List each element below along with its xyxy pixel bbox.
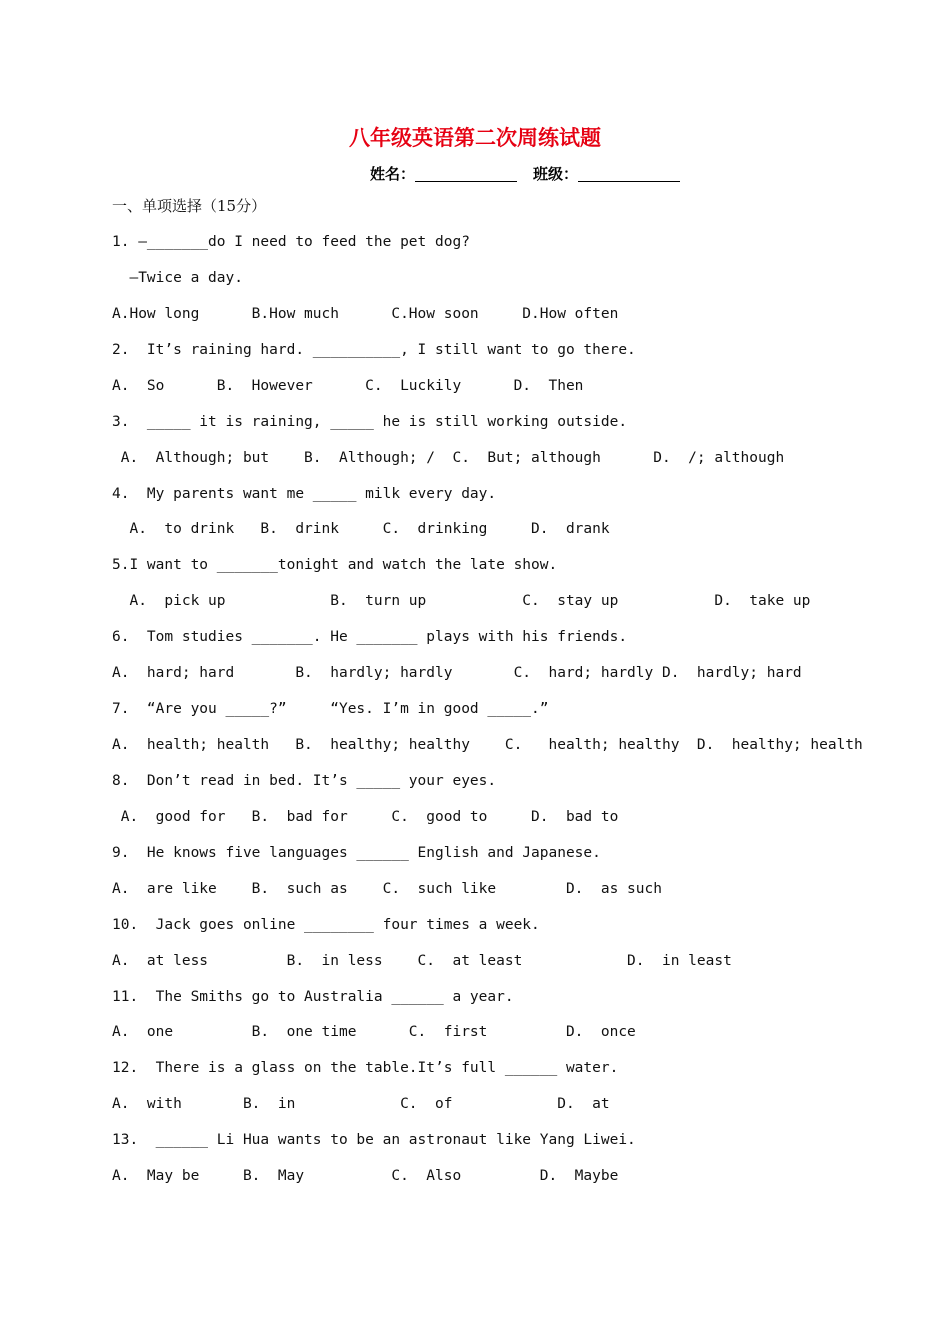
question-11-options: A. one B. one time C. first D. once — [112, 1024, 636, 1040]
class-label: 班级： — [533, 165, 579, 183]
question-13-options: A. May be B. May C. Also D. Maybe — [112, 1168, 619, 1184]
question-6-stem: 6. Tom studies _______. He _______ plays with his friends. — [112, 629, 628, 645]
question-12-stem: 12. There is a glass on the table.It’s full ______ water. — [112, 1060, 619, 1076]
question-1-stem: 1. —_______do I need to feed the pet dog? — [112, 234, 470, 250]
question-10-options: A. at less B. in less C. at least D. in least — [112, 953, 732, 969]
question-5-stem: 5.I want to _______tonight and watch the late show. — [112, 557, 558, 573]
question-9-stem: 9. He knows five languages ______ English and Japanese. — [112, 845, 601, 861]
question-6-options: A. hard; hard B. hardly; hardly C. hard; hardly D. hardly; hard — [112, 665, 802, 681]
question-4-stem: 4. My parents want me _____ milk every day. — [112, 486, 497, 502]
question-3-options: A. Although; but B. Although; / C. But; although D. /; although — [112, 450, 785, 466]
name-blank[interactable] — [415, 167, 517, 182]
name-label: 姓名： — [370, 165, 416, 183]
question-13-stem: 13. ______ Li Hua wants to be an astronaut like Yang Liwei. — [112, 1132, 636, 1148]
question-1-answer-line: —Twice a day. — [112, 270, 243, 286]
student-info — [370, 163, 680, 184]
question-8-options: A. good for B. bad for C. good to D. bad to — [112, 809, 619, 825]
question-2-options: A. So B. However C. Luckily D. Then — [112, 378, 584, 394]
section-heading: 一、单项选择（15分） — [112, 197, 267, 215]
question-3-stem: 3. _____ it is raining, _____ he is still working outside. — [112, 414, 628, 430]
question-12-options: A. with B. in C. of D. at — [112, 1096, 610, 1112]
question-4-options: A. to drink B. drink C. drinking D. drank — [112, 521, 610, 537]
question-9-options: A. are like B. such as C. such like D. as such — [112, 881, 662, 897]
question-2-stem: 2. It’s raining hard. __________, I still want to go there. — [112, 342, 636, 358]
question-7-stem: 7. “Are you _____?” “Yes. I’m in good _____.” — [112, 701, 549, 717]
question-1-options: A.How long B.How much C.How soon D.How often — [112, 306, 619, 322]
class-blank[interactable] — [578, 167, 680, 182]
question-8-stem: 8. Don’t read in bed. It’s _____ your eyes. — [112, 773, 497, 789]
page-title: 八年级英语第二次周练试题 — [349, 125, 601, 150]
question-11-stem: 11. The Smiths go to Australia ______ a year. — [112, 989, 514, 1005]
question-10-stem: 10. Jack goes online ________ four times a week. — [112, 917, 540, 933]
question-7-options: A. health; health B. healthy; healthy C. health; healthy D. healthy; health — [112, 737, 863, 753]
question-5-options: A. pick up B. turn up C. stay up D. take up — [112, 593, 811, 609]
